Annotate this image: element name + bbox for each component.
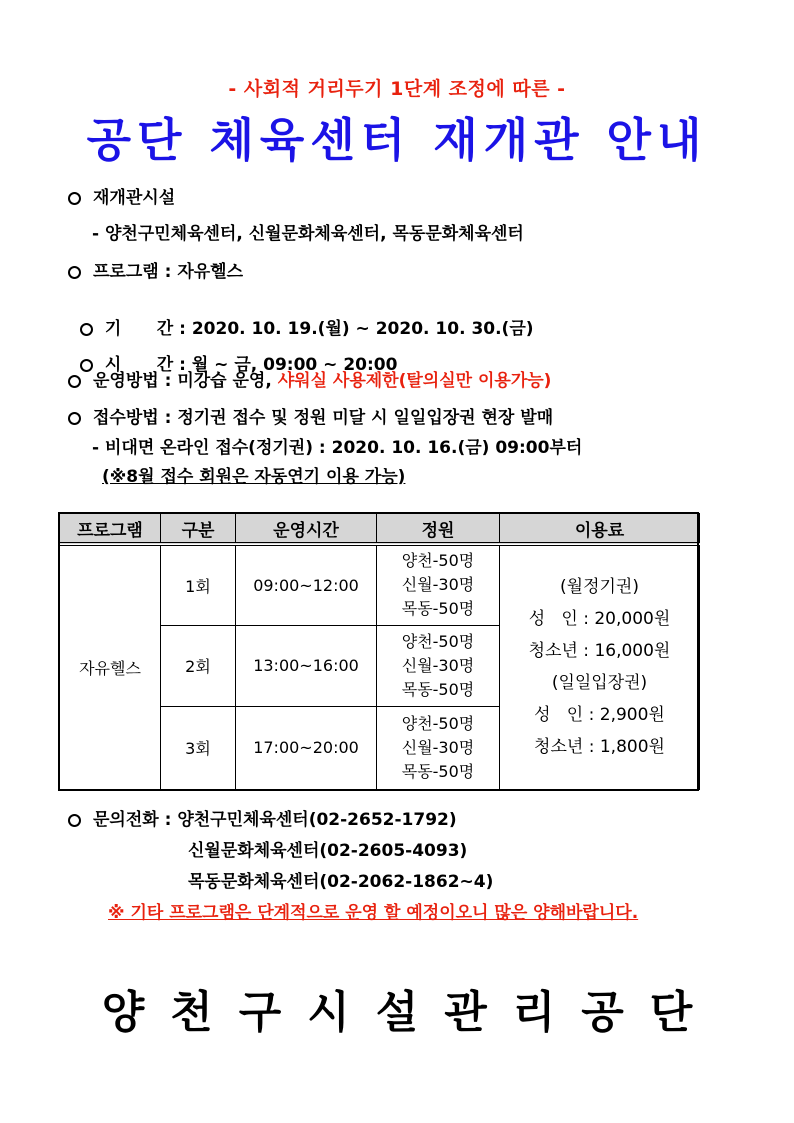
circle-bullet-icon	[68, 412, 81, 425]
circle-bullet-icon	[68, 266, 81, 279]
facility-heading: 재개관시설	[68, 183, 175, 208]
page-title: 공단 체육센터 재개관 안내	[86, 113, 708, 167]
header-program: 프로그램	[60, 514, 161, 545]
table-row	[60, 544, 700, 625]
method-line: 운영방법 : 미강습 운영, 샤워실 사용제한(탈의실만 이용가능)	[68, 366, 551, 391]
contact-line-3: 목동문화체육센터(02-2062-1862~4)	[188, 872, 494, 892]
table-header-row	[60, 514, 700, 545]
header-capacity: 정원	[377, 514, 500, 545]
time-line: 시 간 : 월 ~ 금, 09:00 ~ 20:00	[68, 330, 397, 375]
header-time: 운영시간	[236, 514, 377, 545]
header-fee: 이용료	[500, 514, 700, 545]
subtitle: - 사회적 거리두기 1단계 조정에 따른 -	[228, 78, 566, 100]
header-session: 구분	[161, 514, 236, 545]
time-cell: 13:00~16:00	[236, 625, 377, 706]
notice-text: ※ 기타 프로그램은 단계적으로 운영 할 예정이오니 많은 양해바랍니다.	[108, 903, 639, 923]
contact-line-1: 문의전화 : 양천구민체육센터(02-2652-1792)	[68, 805, 457, 830]
capacity-cell: 양천-50명 신월-30명 목동-50명	[377, 625, 500, 706]
period-line: 기 간 : 2020. 10. 19.(월) ~ 2020. 10. 30.(금)	[68, 294, 534, 339]
session-cell: 2회	[161, 625, 236, 706]
time-cell: 09:00~12:00	[236, 544, 377, 625]
time-cell: 17:00~20:00	[236, 706, 377, 789]
auto-extension-note: (※8월 접수 회원은 자동연기 이용 가능)	[102, 467, 406, 487]
circle-bullet-icon	[68, 814, 81, 827]
organization-name: 양천구시설관리공단	[101, 987, 719, 1038]
session-cell: 1회	[161, 544, 236, 625]
capacity-cell: 양천-50명 신월-30명 목동-50명	[377, 544, 500, 625]
fee-cell: (월정기권) 성 인 : 20,000원 청소년 : 16,000원 (일일입장권) 성 인 : 2,900원 청소년 : 1,800원	[500, 544, 700, 789]
program-cell: 자유헬스	[60, 544, 161, 789]
facility-list: - 양천구민체육센터, 신월문화체육센터, 목동문화체육센터	[92, 224, 524, 244]
reception-line: 접수방법 : 정기권 접수 및 정원 미달 시 일일입장권 현장 발매	[68, 403, 553, 428]
contact-line-2: 신월문화체육센터(02-2605-4093)	[188, 841, 468, 861]
schedule-table	[59, 513, 700, 790]
program-line: 프로그램 : 자유헬스	[68, 257, 243, 282]
shower-restriction: 샤워실 사용제한(탈의실만 이용가능)	[277, 371, 552, 391]
online-reception: - 비대면 온라인 접수(정기권) : 2020. 10. 16.(금) 09:00부터	[92, 438, 583, 458]
session-cell: 3회	[161, 706, 236, 789]
circle-bullet-icon	[68, 375, 81, 388]
capacity-cell: 양천-50명 신월-30명 목동-50명	[377, 706, 500, 789]
circle-bullet-icon	[68, 192, 81, 205]
